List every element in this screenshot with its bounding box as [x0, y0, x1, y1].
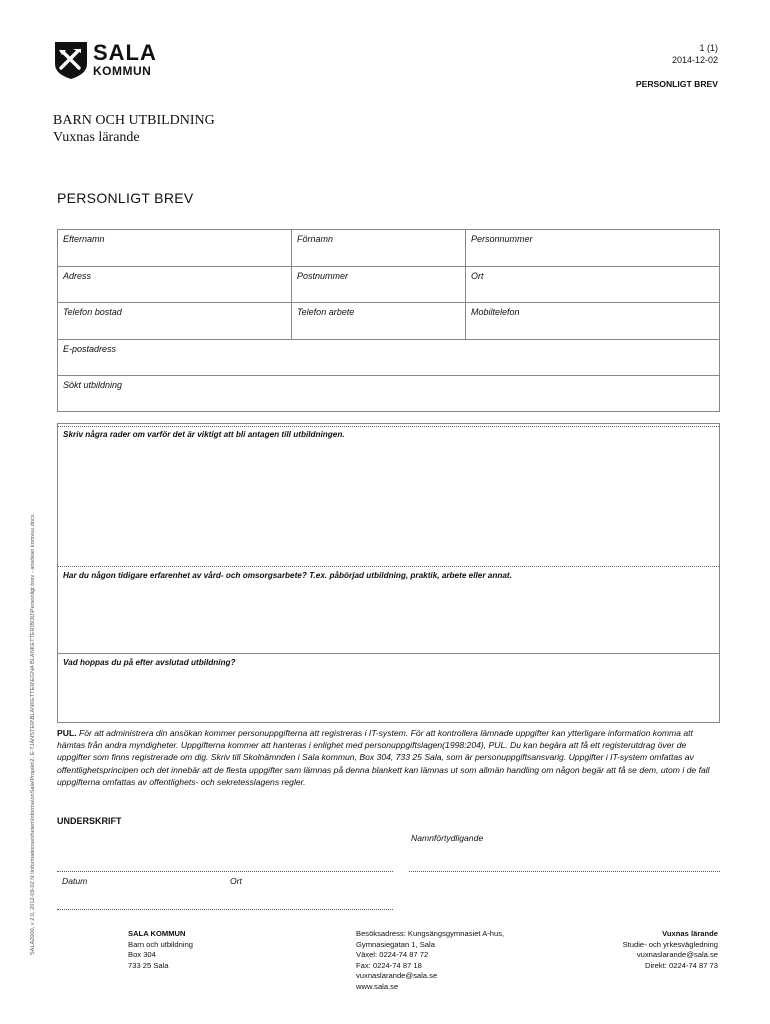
form-title: PERSONLIGT BREV: [57, 190, 194, 206]
document-path-sidebar: SALA2000, v 2.0, 2012-09-02 N:\Informationsenheten\Informa\onSala\Projekt\2. E-TJÄNSTER\BLANKETTER\EGNA BLANKETTER\BOU\Personligt brev - ansökan komvux.docx: [30, 514, 36, 955]
sala-crest-icon: [53, 40, 89, 80]
field-label: Sökt utbildning: [63, 380, 123, 390]
personal-info-grid: [57, 229, 720, 412]
footer-col-contact: [356, 929, 504, 993]
footer-email-link[interactable]: vuxnaslarande@sala.se: [636, 950, 718, 960]
field-fornamn[interactable]: [292, 230, 466, 266]
footer-line: Växel: 0224-74 87 72: [356, 950, 429, 960]
field-label: Ort: [471, 271, 484, 281]
grid-row-address: [58, 267, 719, 303]
field-postnummer[interactable]: [292, 267, 466, 302]
footer-line: Studie- och yrkesvägledning: [622, 939, 718, 949]
footer-line: Besöksadress: Kungsängsgymnasiet A-hus,: [356, 929, 505, 938]
field-label: Personnummer: [471, 234, 533, 244]
grid-row-name: [58, 230, 719, 267]
field-label: E-postadress: [63, 344, 117, 354]
field-epost[interactable]: [58, 340, 719, 376]
footer-line: Fax: 0224-74 87 18: [356, 960, 422, 970]
field-telefon-arbete[interactable]: [292, 303, 466, 339]
field-label: Mobiltelefon: [471, 307, 520, 317]
field-label: Adress: [63, 271, 92, 281]
field-label: Telefon bostad: [63, 307, 122, 317]
footer-line: 733 25 Sala: [128, 960, 169, 970]
department-block: [53, 112, 215, 146]
question-text: Har du någon tidigare erfarenhet av vård- och omsorgsarbete? T.ex. påbörjad utbildning, praktik, arbete eller annat.: [63, 571, 512, 580]
footer-unit-name: Vuxnas lärande: [662, 929, 718, 938]
answer-area-q1[interactable]: [58, 424, 719, 567]
date-label: Datum: [62, 876, 88, 886]
document-date: 2014-12-02: [671, 55, 718, 65]
footer-col-organisation: [128, 929, 193, 971]
footer-line: Barn och utbildning: [128, 939, 194, 949]
footer-email-link[interactable]: vuxnaslarande@sala.se: [356, 971, 438, 981]
footer-web-link[interactable]: www.sala.se: [356, 981, 399, 991]
question-text: Vad hoppas du på efter avslutad utbildning?: [63, 658, 236, 667]
footer-line: Direkt: 0224-74 87 73: [644, 960, 718, 970]
footer-col-unit: [623, 929, 718, 971]
name-clarification-label: Namnförtydligande: [411, 833, 484, 843]
department-unit: Vuxnas lärande: [53, 130, 140, 145]
logo-text-secondary: KOMMUN: [93, 64, 152, 78]
pul-label: PUL.: [57, 728, 77, 738]
footer-line: Gymnasiegatan 1, Sala: [356, 939, 435, 949]
place-label: Ort: [230, 876, 242, 886]
date-place-line[interactable]: [57, 871, 393, 872]
footer-line: Box 304: [128, 950, 156, 960]
doc-type-label: PERSONLIGT BREV: [635, 79, 718, 89]
field-label: Efternamn: [63, 234, 105, 244]
field-label: Telefon arbete: [297, 307, 355, 317]
grid-row-phone: [58, 303, 719, 340]
field-adress[interactable]: [58, 267, 292, 302]
field-label: Förnamn: [297, 234, 334, 244]
field-efternamn[interactable]: [58, 230, 292, 266]
field-ort[interactable]: [466, 267, 719, 302]
name-clarification-line[interactable]: [409, 871, 720, 872]
field-mobiltelefon[interactable]: [466, 303, 719, 339]
pul-notice: [57, 727, 722, 788]
logo: [53, 40, 163, 80]
signature-heading: UNDERSKRIFT: [57, 816, 122, 826]
department-name: BARN OCH UTBILDNING: [53, 113, 215, 128]
question-text: Skriv några rader om varför det är viktigt att bli antagen till utbildningen.: [63, 430, 345, 439]
field-personnummer[interactable]: [466, 230, 719, 266]
logo-text-primary: SALA: [93, 40, 157, 65]
questions-box: [57, 423, 720, 723]
field-sokt-utbildning[interactable]: [58, 376, 719, 411]
signature-line[interactable]: [57, 909, 393, 910]
field-telefon-bostad[interactable]: [58, 303, 292, 339]
page-number: 1 (1): [699, 43, 718, 53]
footer-org-name: SALA KOMMUN: [128, 929, 186, 938]
answer-area-q2[interactable]: [58, 567, 719, 654]
field-label: Postnummer: [297, 271, 349, 281]
answer-area-q3[interactable]: [58, 654, 719, 722]
pul-text: För att administrera din ansökan kommer personuppgifterna att registreras i IT-system. För att kontrollera lämnade uppgifter kan ytterligare information komma att hämtas från andra myndigheter. Uppgifterna kommer att hanteras i enlighet med personuppgiftslagen(1998:204), PUL. Du kan begära att få ett registerutdrag över de uppgifter som finns registrerade om dig. Skriv till Skolnämnden i Sala kommun, Box 304, 733 25 Sala, som är personuppgiftsansvarig. Uppgifter i IT-system omfattas av offentlighetsprincipen och det innebär att de flesta uppgifter sam lämnas på denna blankett kan lämnas ut som allmän handling om någon begär att få se dem, utom i de fall uppgifterna omfattas av offentlighets- och sekretesslagens regler.: [57, 728, 710, 787]
